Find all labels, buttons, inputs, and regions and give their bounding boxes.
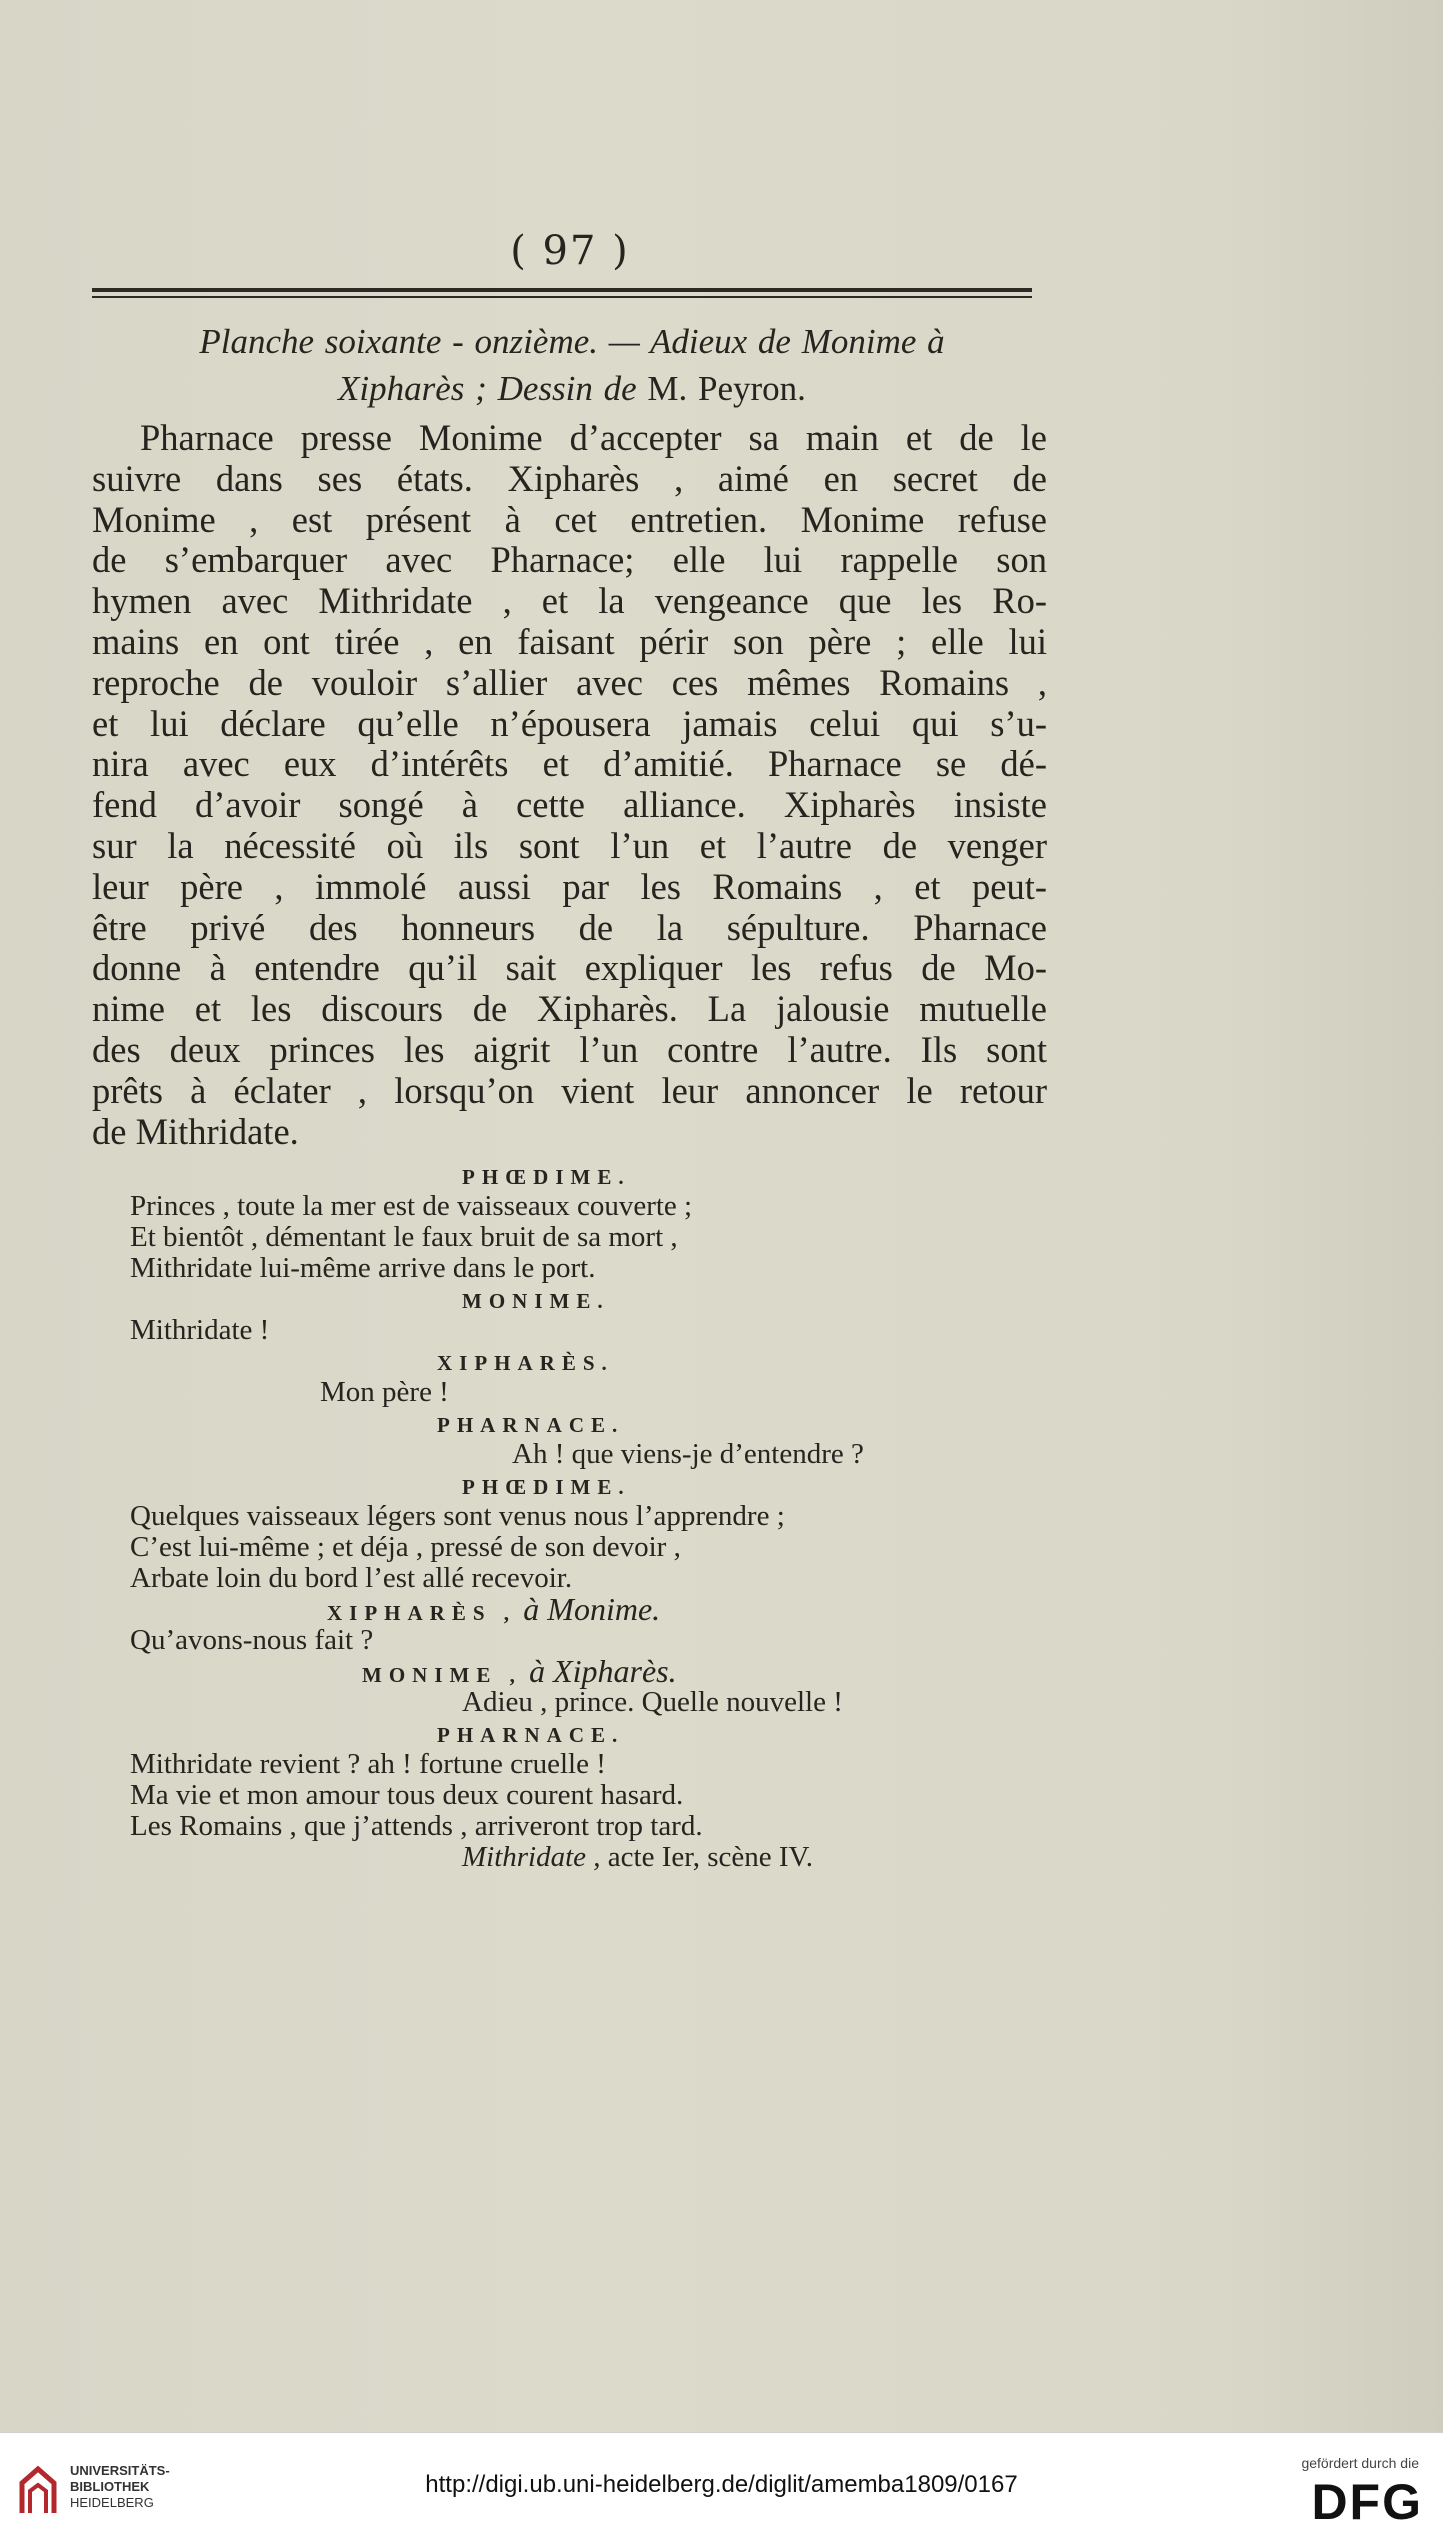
- prose-line: Monime , est présent à cet entretien. Monime refuse: [92, 498, 1047, 540]
- prose-line: nime et les discours de Xipharès. La jalousie mutuelle: [92, 988, 1047, 1030]
- prose-line: Pharnace presse Monime d’accepter sa main et de le: [140, 417, 1047, 458]
- verse-line: Mithridate revient ? ah ! fortune cruelle !: [130, 1748, 606, 1780]
- verse-line: Et bientôt , démentant le faux bruit de sa mort ,: [130, 1221, 678, 1253]
- verse-line: Quelques vaisseaux légers sont venus nous l’apprendre ;: [130, 1500, 785, 1532]
- verse-line: Ah ! que viens-je d’entendre ?: [512, 1438, 864, 1470]
- dfg-logo: DFG: [1311, 2474, 1423, 2530]
- prose-line: et lui déclare qu’elle n’épousera jamais celui qui s’u-: [92, 702, 1047, 744]
- verse-line: Mithridate lui-même arrive dans le port.: [130, 1252, 596, 1284]
- verse-line: Mithridate !: [130, 1314, 270, 1346]
- header-rule-thin: [92, 296, 1032, 298]
- prose-line: donne à entendre qu’il sait expliquer les refus de Mo-: [92, 947, 1047, 989]
- page-number: ( 97 ): [510, 228, 630, 274]
- stage-direction: à Monime.: [523, 1591, 661, 1627]
- prose-line: de s’embarquer avec Pharnace; elle lui rappelle son: [92, 539, 1047, 581]
- prose-line: être privé des honneurs de la sépulture. Pharnace: [92, 906, 1047, 948]
- description-paragraph: [92, 418, 1047, 1152]
- speaker-name: PHARNACE.: [437, 1413, 625, 1437]
- prose-line: suivre dans ses états. Xipharès , aimé en secret de: [92, 457, 1047, 499]
- prose-line: hymen avec Mithridate , et la vengeance que les Ro-: [92, 580, 1047, 622]
- verse-line: Mon père !: [320, 1376, 449, 1408]
- prose-line: leur père , immolé aussi par les Romains , et peut-: [92, 865, 1047, 907]
- prose-line: sur la nécessité où ils sont l’un et l’autre de venger: [92, 824, 1047, 866]
- header-rule-thick: [92, 288, 1032, 292]
- verse-line: Qu’avons-nous fait ?: [130, 1624, 374, 1656]
- viewer-footer: [0, 2432, 1443, 2538]
- verse-line: C’est lui-même ; et déja , pressé de son devoir ,: [130, 1531, 681, 1563]
- speaker-name: XIPHARÈS.: [437, 1351, 614, 1375]
- speaker-name: MONIME ,: [362, 1663, 522, 1687]
- permalink-url[interactable]: http://digi.ub.uni-heidelberg.de/diglit/amemba1809/0167: [425, 2471, 1018, 2498]
- speaker-name: PHŒDIME.: [462, 1475, 631, 1499]
- prose-line: fend d’avoir songé à cette alliance. Xipharès insiste: [92, 784, 1047, 826]
- prose-line: reproche de vouloir s’allier avec ces mêmes Romains ,: [92, 661, 1047, 703]
- speaker-name: MONIME.: [462, 1289, 610, 1313]
- verse-line: Adieu , prince. Quelle nouvelle !: [462, 1686, 843, 1718]
- prose-line: des deux princes les aigrit l’un contre l’autre. Ils sont: [92, 1028, 1047, 1070]
- verse-line: Ma vie et mon amour tous deux courent hasard.: [130, 1779, 684, 1811]
- speaker-name: PHARNACE.: [437, 1723, 625, 1747]
- prose-line: nira avec eux d’intérêts et d’amitié. Pharnace se dé-: [92, 743, 1047, 785]
- funding-note: gefördert durch die: [1301, 2455, 1419, 2471]
- prose-line: prêts à éclater , lorsqu’on vient leur annoncer le retour: [92, 1069, 1047, 1111]
- prose-line: de Mithridate.: [92, 1110, 299, 1152]
- speaker-name: XIPHARÈS ,: [327, 1601, 517, 1625]
- verse-line: Arbate loin du bord l’est allé recevoir.: [130, 1562, 573, 1594]
- verse-line: Les Romains , que j’attends , arriveront trop tard.: [130, 1810, 703, 1842]
- source-reference: Mithridate , acte Ier, scène IV.: [462, 1841, 814, 1873]
- caption-line-1: Planche soixante - onzième. — Adieux de Monime à: [199, 322, 945, 361]
- speaker-name: PHŒDIME.: [462, 1165, 631, 1189]
- plate-caption: [92, 318, 1052, 412]
- stage-direction: à Xipharès.: [529, 1653, 677, 1689]
- university-name: UNIVERSITÄTS- BIBLIOTHEK HEIDELBERG: [70, 2463, 170, 2510]
- caption-line-2: Xipharès ; Dessin de M. Peyron.: [338, 369, 806, 408]
- verse-line: Princes , toute la mer est de vaisseaux couverte ;: [130, 1190, 693, 1222]
- play-excerpt: [92, 1160, 1052, 1873]
- prose-line: mains en ont tirée , en faisant périr son père ; elle lui: [92, 620, 1047, 662]
